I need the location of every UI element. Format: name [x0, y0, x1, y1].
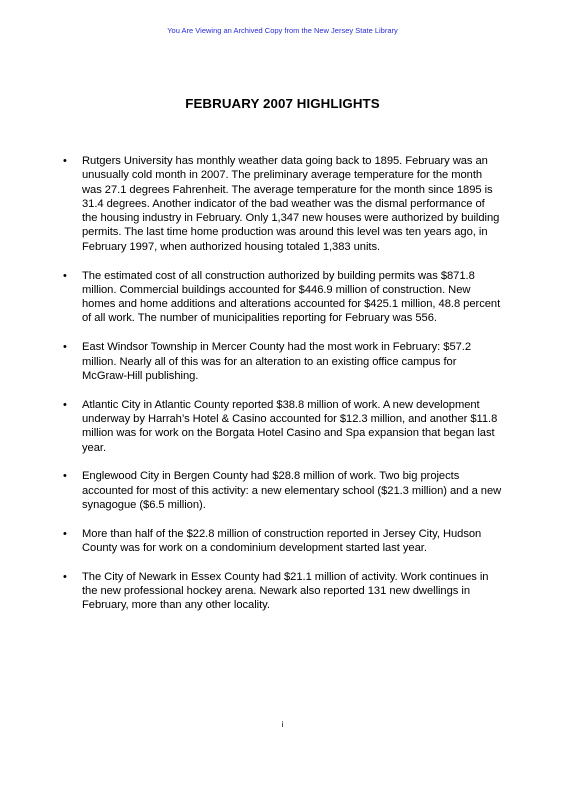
- highlights-list: [63, 154, 503, 627]
- list-item: [63, 398, 503, 455]
- list-item: [63, 469, 503, 512]
- list-item-text: Englewood City in Bergen County had $28.8 million of work. Two big projects accounted for most of this activity: a new elementary school ($21.3 million) and a new synagogue ($6.5 million).: [82, 470, 502, 511]
- list-item: [63, 340, 503, 383]
- bullet-icon: •: [63, 527, 67, 540]
- list-item: [63, 154, 503, 254]
- page-title: FEBRUARY 2007 HIGHLIGHTS: [185, 96, 380, 111]
- bullet-icon: •: [63, 269, 67, 282]
- bullet-icon: •: [63, 470, 67, 483]
- bullet-icon: •: [63, 155, 67, 167]
- list-item-text: More than half of the $22.8 million of construction reported in Jersey City, Hudson County was for work on a condominium development started last year.: [82, 527, 482, 555]
- list-item: [63, 269, 503, 326]
- archive-banner: You Are Viewing an Archived Copy from the New Jersey State Library: [167, 26, 398, 35]
- list-item: [63, 570, 503, 613]
- page-number: i: [281, 720, 284, 729]
- list-item-text: East Windsor Township in Mercer County had the most work in February: $57.2 million. Nearly all of this was for an alteration to an existing office campus for McGraw-Hill publishing.: [82, 341, 472, 382]
- bullet-icon: •: [63, 341, 67, 354]
- list-item-text: Rutgers University has monthly weather data going back to 1895. February was an unusually cold month in 2007. The preliminary average temperature for the month was 27.1 degrees Fahrenheit. The average temperature for the month since 1895 is 31.4 degrees. Another indicator of the bad weather was the dismal performance of the housing industry in February. Only 1,347 new houses were authorized by building permits. The last time home production was around this level was ten years ago, in February 1997, when authorized housing totaled 1,383 units.: [82, 155, 500, 253]
- bullet-icon: •: [63, 398, 67, 411]
- list-item: [63, 527, 503, 556]
- bullet-icon: •: [63, 570, 67, 583]
- list-item-text: The estimated cost of all construction authorized by building permits was $871.8 million. Commercial buildings accounted for $446.9 million of construction. New homes and home additions and alterations accounted for $425.1 million, 48.8 percent of all work. The number of municipalities reporting for February was 556.: [82, 269, 501, 325]
- list-item-text: The City of Newark in Essex County had $21.1 million of activity. Work continues in the new professional hockey arena. Newark also reported 131 new dwellings in February, more than any other locality.: [82, 570, 489, 612]
- list-item-text: Atlantic City in Atlantic County reported $38.8 million of work. A new development underway by Harrah’s Hotel & Casino accounted for $12.3 million, and another $11.8 million was for work on the Borgata Hotel Casino and Spa expansion that began last year.: [82, 398, 498, 454]
